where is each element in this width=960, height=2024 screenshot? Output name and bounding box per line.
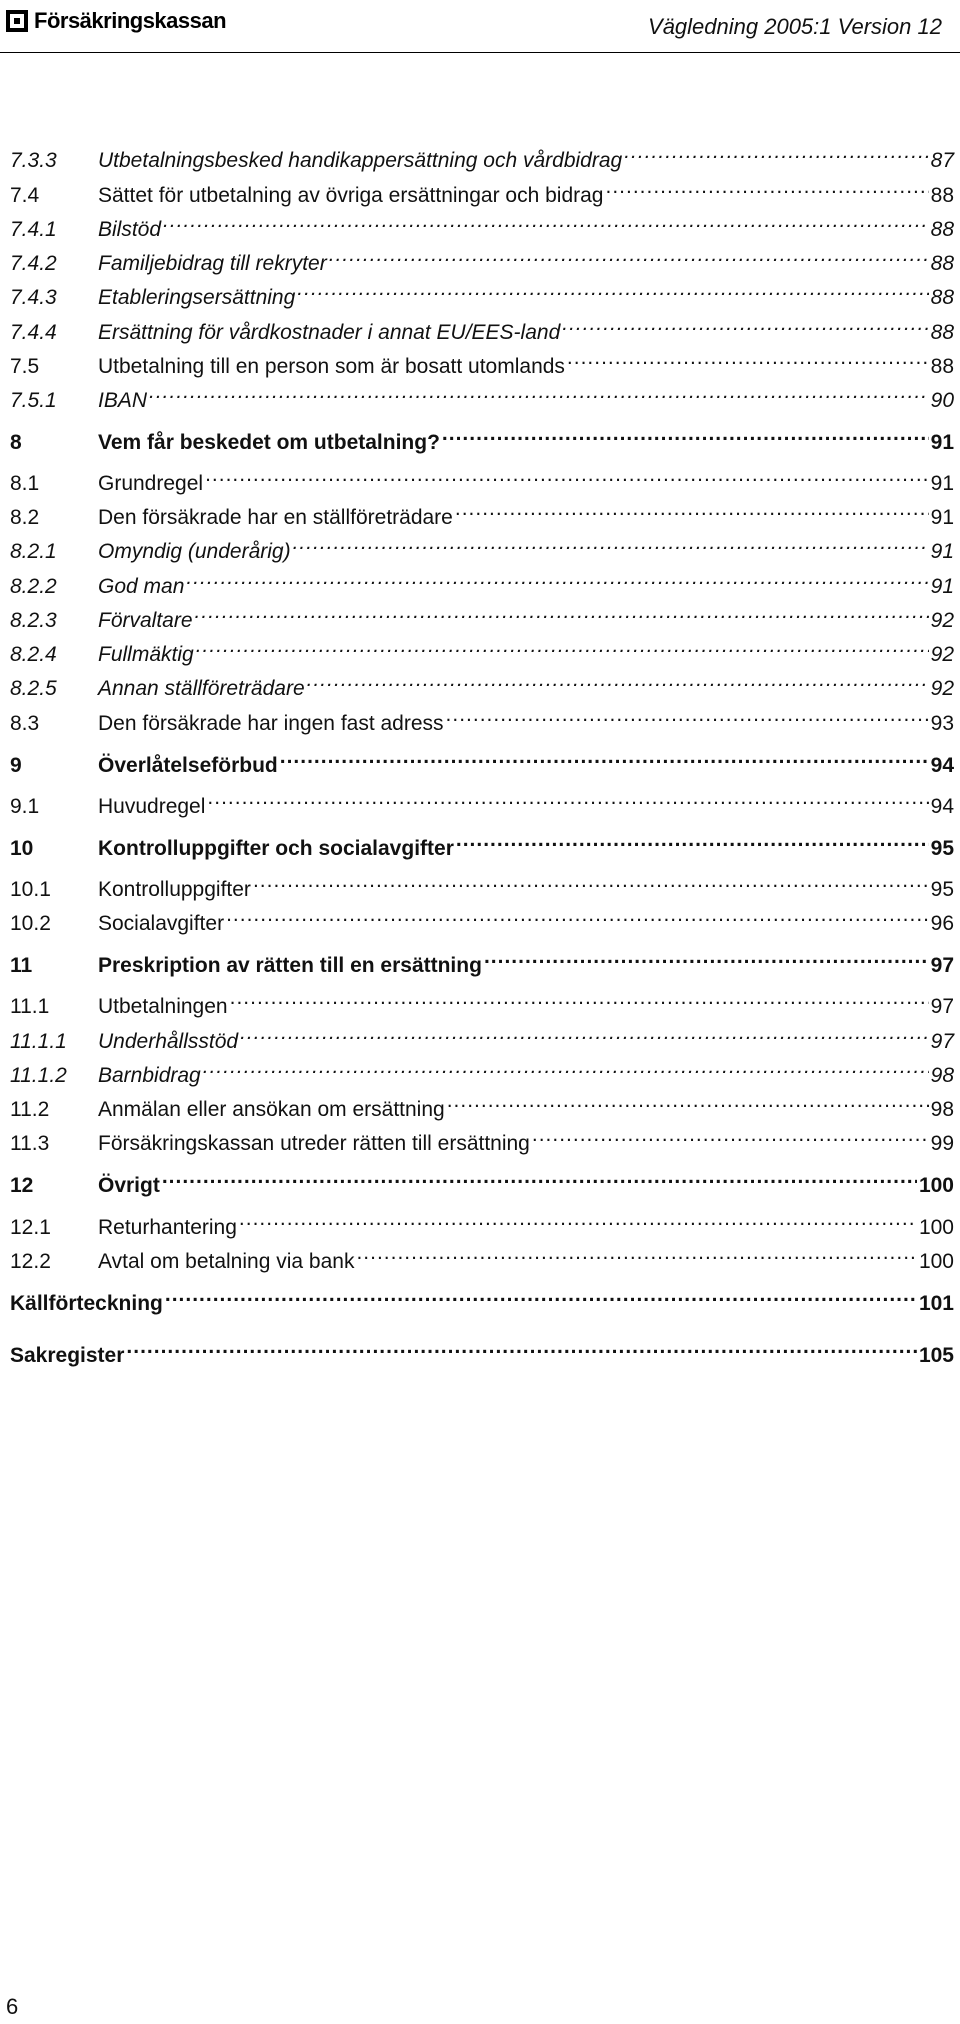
toc-dot-leader (253, 866, 929, 896)
toc-entry-page: 88 (930, 218, 954, 241)
toc-entry[interactable] (10, 597, 954, 632)
toc-entry-number: 7.4.1 (10, 218, 57, 241)
header-divider (0, 52, 960, 53)
toc-entry-number: 8.2 (10, 506, 40, 529)
toc-entry[interactable] (10, 866, 954, 901)
toc-entry-title: Preskription av rätten till en ersättning (98, 954, 482, 977)
toc-entry-number: 7.3.3 (10, 149, 57, 172)
toc-entry-title: IBAN (98, 389, 148, 412)
toc-entry-number: 11.1.2 (10, 1064, 67, 1087)
toc-entry[interactable] (10, 137, 954, 172)
toc-entry[interactable] (10, 1052, 954, 1087)
toc-dot-leader (207, 783, 928, 813)
toc-dot-leader (240, 1018, 929, 1048)
toc-entry-number: 9 (10, 754, 22, 777)
toc-entry[interactable] (10, 825, 954, 860)
toc-entry[interactable] (10, 240, 954, 275)
toc-entry-number: 12 (10, 1174, 34, 1197)
toc-entry[interactable] (10, 1204, 954, 1239)
toc-entry-title: Överlåtelseförbud (98, 754, 278, 777)
page-header (0, 0, 960, 60)
toc-entry-number: 8.1 (10, 472, 40, 495)
toc-entry-title: Utbetalningen (98, 995, 228, 1018)
toc-dot-leader (532, 1120, 929, 1150)
toc-entry-page: 87 (930, 149, 954, 172)
toc-entry-number: 7.4.2 (10, 252, 57, 275)
toc-entry-page: 91 (930, 540, 954, 563)
toc-entry-number: 11 (10, 954, 33, 977)
toc-entry[interactable] (10, 419, 954, 454)
toc-entry-page: 97 (930, 1030, 954, 1053)
toc-entry[interactable] (10, 665, 954, 700)
toc-entry[interactable] (10, 274, 954, 309)
toc-entry-number: 8.2.3 (10, 609, 57, 632)
toc-dot-leader (297, 274, 928, 304)
toc-entry[interactable] (10, 309, 954, 344)
logo-icon (6, 10, 28, 32)
toc-entry-page: 92 (930, 643, 954, 666)
toc-entry-title: God man (98, 575, 185, 598)
toc-entry-title: Ersättning för vårdkostnader i annat EU/EES-land (98, 321, 561, 344)
toc-dot-leader (230, 983, 929, 1013)
toc-entry-number: 8.2.1 (10, 540, 57, 563)
toc-entry-title: Etableringsersättning (98, 286, 296, 309)
toc-entry[interactable] (10, 494, 954, 529)
toc-dot-leader (239, 1204, 917, 1234)
toc-entry-page: 91 (930, 506, 954, 529)
toc-dot-leader (562, 309, 928, 339)
toc-entry-title: Barnbidrag (98, 1064, 201, 1087)
toc-entry-title: Sakregister (10, 1344, 125, 1367)
toc-entry[interactable] (10, 942, 954, 977)
toc-entry[interactable] (10, 631, 954, 666)
toc-dot-leader (126, 1332, 917, 1362)
toc-entry-number: 7.4.3 (10, 286, 57, 309)
toc-entry-title: Socialavgifter (98, 912, 225, 935)
toc-entry-page: 97 (930, 995, 954, 1018)
toc-dot-leader (203, 1052, 929, 1082)
toc-entry-title: Anmälan eller ansökan om ersättning (98, 1098, 445, 1121)
toc-dot-leader (162, 1162, 917, 1192)
toc-entry-title: Annan ställföreträdare (98, 677, 305, 700)
toc-dot-leader (605, 172, 928, 202)
toc-dot-leader (446, 700, 929, 730)
toc-entry-page: 92 (930, 677, 954, 700)
page-number: 6 (6, 1994, 19, 2019)
toc-entry[interactable] (10, 1120, 954, 1155)
toc-entry-title: Underhållsstöd (98, 1030, 239, 1053)
toc-dot-leader (329, 240, 929, 270)
toc-dot-leader (186, 563, 928, 593)
toc-entry-page: 94 (930, 795, 954, 818)
toc-entry-title: Sättet för utbetalning av övriga ersättningar och bidrag (98, 184, 604, 207)
toc-entry-number: 7.4.4 (10, 321, 57, 344)
toc-dot-leader (567, 343, 929, 373)
toc-entry-title: Den försäkrade har en ställföreträdare (98, 506, 453, 529)
logo-text: Försäkringskassan (34, 8, 227, 33)
toc-entry-title: Kontrolluppgifter (98, 878, 251, 901)
toc-entry-number: 11.1 (10, 995, 50, 1018)
toc-entry-page: 94 (930, 754, 954, 777)
toc-dot-leader (205, 460, 929, 490)
toc-entry-page: 98 (930, 1098, 954, 1121)
toc-entry-title: Utbetalning till en person som är bosatt utomlands (98, 355, 565, 378)
toc-entry[interactable] (10, 1086, 954, 1121)
toc-dot-leader (307, 665, 929, 695)
toc-entry-title: Övrigt (98, 1174, 160, 1197)
toc-entry-number: 7.4 (10, 184, 40, 207)
toc-entry-number: 8.3 (10, 712, 40, 735)
toc-dot-leader (456, 825, 929, 855)
document-version: Vägledning 2005:1 Version 12 (648, 14, 942, 39)
toc-entry[interactable] (10, 377, 954, 412)
toc-entry-title: Returhantering (98, 1216, 237, 1239)
toc-entry-page: 91 (930, 472, 954, 495)
toc-entry-page: 100 (918, 1216, 954, 1239)
toc-entry-page: 97 (930, 954, 954, 977)
toc-dot-leader (196, 631, 929, 661)
toc-entry-page: 91 (930, 431, 954, 454)
toc-entry[interactable] (10, 1162, 954, 1197)
toc-dot-leader (165, 1280, 917, 1310)
toc-dot-leader (442, 419, 929, 449)
toc-entry[interactable] (10, 343, 954, 378)
toc-dot-leader (624, 137, 928, 167)
toc-entry[interactable] (10, 742, 954, 777)
toc-entry-page: 98 (930, 1064, 954, 1087)
toc-dot-leader (293, 528, 929, 558)
toc-entry-page: 93 (930, 712, 954, 735)
toc-entry-page: 100 (918, 1250, 954, 1273)
toc-dot-leader (163, 206, 929, 236)
toc-entry[interactable] (10, 528, 954, 563)
toc-entry-number: 8 (10, 431, 22, 454)
toc-dot-leader (195, 597, 929, 627)
toc-entry-number: 11.2 (10, 1098, 50, 1121)
toc-entry-page: 100 (918, 1174, 954, 1197)
toc-entry-number: 8.2.2 (10, 575, 57, 598)
toc-entry-page: 92 (930, 609, 954, 632)
toc-dot-leader (484, 942, 929, 972)
toc-entry-number: 10 (10, 837, 34, 860)
toc-entry-page: 88 (930, 286, 954, 309)
toc-entry-number: 11.1.1 (10, 1030, 67, 1053)
toc-entry[interactable] (10, 783, 954, 818)
toc-entry-page: 101 (918, 1292, 954, 1315)
toc-dot-leader (280, 742, 929, 772)
toc-entry-title: Källförteckning (10, 1292, 163, 1315)
toc-entry[interactable] (10, 1332, 954, 1367)
toc-dot-leader (149, 377, 929, 407)
toc-entry[interactable] (10, 1238, 954, 1273)
toc-entry[interactable] (10, 460, 954, 495)
toc-entry[interactable] (10, 1280, 954, 1315)
toc-entry-title: Huvudregel (98, 795, 206, 818)
toc-entry-page: 105 (918, 1344, 954, 1367)
toc-entry[interactable] (10, 172, 954, 207)
toc-entry-title: Grundregel (98, 472, 204, 495)
toc-entry[interactable] (10, 206, 954, 241)
toc-entry-number: 7.5 (10, 355, 40, 378)
toc-entry-page: 88 (930, 184, 954, 207)
toc-dot-leader (226, 900, 929, 930)
toc-entry[interactable] (10, 1018, 954, 1053)
toc-entry[interactable] (10, 900, 954, 935)
toc-dot-leader (447, 1086, 929, 1116)
toc-entry-title: Utbetalningsbesked handikappersättning och vårdbidrag (98, 149, 623, 172)
toc-entry-title: Fullmäktig (98, 643, 194, 666)
toc-dot-leader (356, 1238, 917, 1268)
toc-entry-number: 8.2.4 (10, 643, 57, 666)
toc-entry-title: Förvaltare (98, 609, 193, 632)
toc-entry[interactable] (10, 983, 954, 1018)
toc-entry-title: Familjebidrag till rekryter (98, 252, 327, 275)
toc-entry-page: 95 (930, 837, 954, 860)
toc-entry-title: Den försäkrade har ingen fast adress (98, 712, 444, 735)
toc-entry-title: Avtal om betalning via bank (98, 1250, 355, 1273)
toc-entry-number: 11.3 (10, 1132, 50, 1155)
toc-entry[interactable] (10, 700, 954, 735)
toc-entry-title: Vem får beskedet om utbetalning? (98, 431, 440, 454)
toc-entry-page: 96 (930, 912, 954, 935)
toc-entry-number: 10.1 (10, 878, 51, 901)
toc-entry-title: Försäkringskassan utreder rätten till ersättning (98, 1132, 530, 1155)
toc-entry-number: 9.1 (10, 795, 40, 818)
toc-entry-page: 88 (930, 252, 954, 275)
toc-entry-page: 95 (930, 878, 954, 901)
logo (6, 8, 226, 34)
toc-dot-leader (455, 494, 929, 524)
toc-entry-title: Omyndig (underårig) (98, 540, 291, 563)
toc-entry-title: Kontrolluppgifter och socialavgifter (98, 837, 454, 860)
toc-entry-number: 7.5.1 (10, 389, 57, 412)
toc-entry-number: 12.1 (10, 1216, 51, 1239)
toc-entry-number: 10.2 (10, 912, 51, 935)
toc-entry-number: 12.2 (10, 1250, 51, 1273)
toc-entry-title: Bilstöd (98, 218, 162, 241)
toc-entry-page: 88 (930, 321, 954, 344)
toc-entry-page: 99 (930, 1132, 954, 1155)
toc-entry-page: 91 (930, 575, 954, 598)
toc-entry-page: 88 (930, 355, 954, 378)
toc-entry[interactable] (10, 563, 954, 598)
toc-entry-number: 8.2.5 (10, 677, 57, 700)
toc-entry-page: 90 (930, 389, 954, 412)
